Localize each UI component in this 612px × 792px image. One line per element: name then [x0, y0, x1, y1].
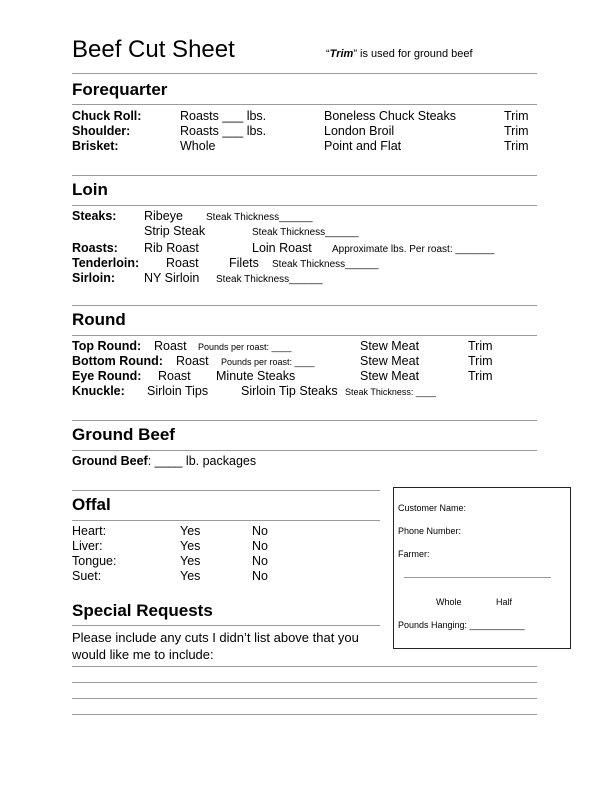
divider: [72, 104, 537, 105]
option-text: Sirloin Tips: [147, 384, 209, 398]
thickness-note: Steak Thickness______: [206, 212, 313, 223]
row-label: Steaks:: [72, 209, 117, 223]
thickness-note: Steak Thickness______: [272, 259, 379, 270]
option-text: Point and Flat: [324, 139, 402, 153]
row-label: Brisket:: [72, 139, 119, 153]
row-label: Suet:: [72, 569, 102, 583]
weight-note: Pounds per roast: ____: [221, 357, 315, 367]
row-label: Shoulder:: [72, 124, 131, 138]
divider: [72, 175, 537, 176]
option-text: NY Sirloin: [144, 271, 200, 285]
write-in-line[interactable]: [72, 682, 537, 683]
row-label: Heart:: [72, 524, 107, 538]
weight-note: Pounds per roast: ____: [198, 342, 292, 352]
option-text: Roast: [166, 256, 199, 270]
option-text: Sirloin Tip Steaks: [241, 384, 338, 398]
option-text: Strip Steak: [144, 224, 206, 238]
option-no: No: [252, 554, 268, 568]
option-text: Roast: [158, 369, 191, 383]
write-in-line[interactable]: [72, 666, 537, 667]
section-heading-offal: Offal: [72, 495, 111, 514]
row-label: Knuckle:: [72, 384, 125, 398]
customer-name-field[interactable]: Customer Name:: [398, 503, 467, 513]
option-no: No: [252, 539, 268, 553]
divider: [72, 205, 537, 206]
row-label: Top Round:: [72, 339, 142, 353]
row-label: Sirloin:: [72, 271, 116, 285]
option-text: Stew Meat: [360, 354, 420, 368]
option-yes: Yes: [180, 554, 201, 568]
option-text: : ____ lb. packages: [147, 454, 257, 468]
option-text: Ribeye: [144, 209, 183, 223]
option-text: Trim: [504, 124, 529, 138]
divider: [72, 450, 537, 451]
option-text: London Broil: [324, 124, 395, 138]
option-text: Roasts ___ lbs.: [180, 109, 267, 123]
trim-note: “Trim” is used for ground beef: [326, 48, 473, 60]
divider: [72, 490, 380, 491]
divider: [72, 335, 537, 336]
option-text: Stew Meat: [360, 369, 420, 383]
trim-word: Trim: [329, 48, 354, 60]
special-requests-text: would like me to include:: [72, 647, 214, 662]
section-heading-special-requests: Special Requests: [72, 601, 213, 620]
thickness-note: Steak Thickness______: [216, 274, 323, 285]
thickness-note: Steak Thickness: ____: [345, 387, 436, 397]
option-text: Stew Meat: [360, 339, 420, 353]
customer-info-box: [393, 487, 571, 649]
thickness-note: Steak Thickness______: [252, 227, 359, 238]
option-no: No: [252, 569, 268, 583]
write-in-line[interactable]: [72, 714, 537, 715]
option-text: Loin Roast: [252, 241, 312, 255]
weight-note: Approximate lbs. Per roast: _______: [332, 244, 495, 255]
row-label: Bottom Round:: [72, 354, 163, 368]
option-text: Roasts ___ lbs.: [180, 124, 267, 138]
section-heading-forequarter: Forequarter: [72, 80, 168, 99]
half-option[interactable]: Half: [496, 597, 513, 607]
special-requests-text: Please include any cuts I didn’t list above that you: [72, 630, 359, 645]
write-in-line[interactable]: [72, 698, 537, 699]
option-text: Filets: [229, 256, 259, 270]
divider: [72, 520, 380, 521]
option-text: Roast: [176, 354, 209, 368]
row-label: Ground Beef: [72, 454, 148, 468]
row-label: Liver:: [72, 539, 103, 553]
row-label: Eye Round:: [72, 369, 142, 383]
option-text: Minute Steaks: [216, 369, 296, 383]
divider: [72, 73, 537, 74]
row-label: Tongue:: [72, 554, 117, 568]
row-label: [72, 241, 118, 255]
ground-beef-row: [72, 454, 256, 468]
option-no: No: [252, 524, 268, 538]
farmer-field[interactable]: Farmer:: [398, 549, 430, 559]
section-heading-ground-beef: Ground Beef: [72, 425, 175, 444]
option-text: Trim: [504, 109, 529, 123]
section-heading-round: Round: [72, 310, 126, 329]
option-yes: Yes: [180, 539, 201, 553]
option-text: Trim: [504, 139, 529, 153]
divider: [72, 625, 380, 626]
option-text: Trim: [468, 354, 493, 368]
divider: [72, 305, 537, 306]
option-text: Trim: [468, 339, 493, 353]
row-label-text: Roasts:: [72, 241, 118, 255]
pounds-hanging-field[interactable]: Pounds Hanging: ___________: [398, 620, 525, 630]
option-text: Whole: [180, 139, 216, 153]
divider: [72, 420, 537, 421]
phone-number-field[interactable]: Phone Number:: [398, 526, 462, 536]
option-yes: Yes: [180, 524, 201, 538]
option-text: Rib Roast: [144, 241, 199, 255]
whole-option[interactable]: Whole: [436, 597, 462, 607]
option-text: Boneless Chuck Steaks: [324, 109, 457, 123]
option-text: Trim: [468, 369, 493, 383]
row-label: Chuck Roll:: [72, 109, 142, 123]
trim-note-text: is used for ground beef: [356, 48, 473, 60]
row-label: Tenderloin:: [72, 256, 140, 270]
option-yes: Yes: [180, 569, 201, 583]
section-heading-loin: Loin: [72, 180, 108, 199]
page-title: Beef Cut Sheet: [72, 36, 235, 63]
option-text: Roast: [154, 339, 187, 353]
divider: [404, 577, 551, 578]
